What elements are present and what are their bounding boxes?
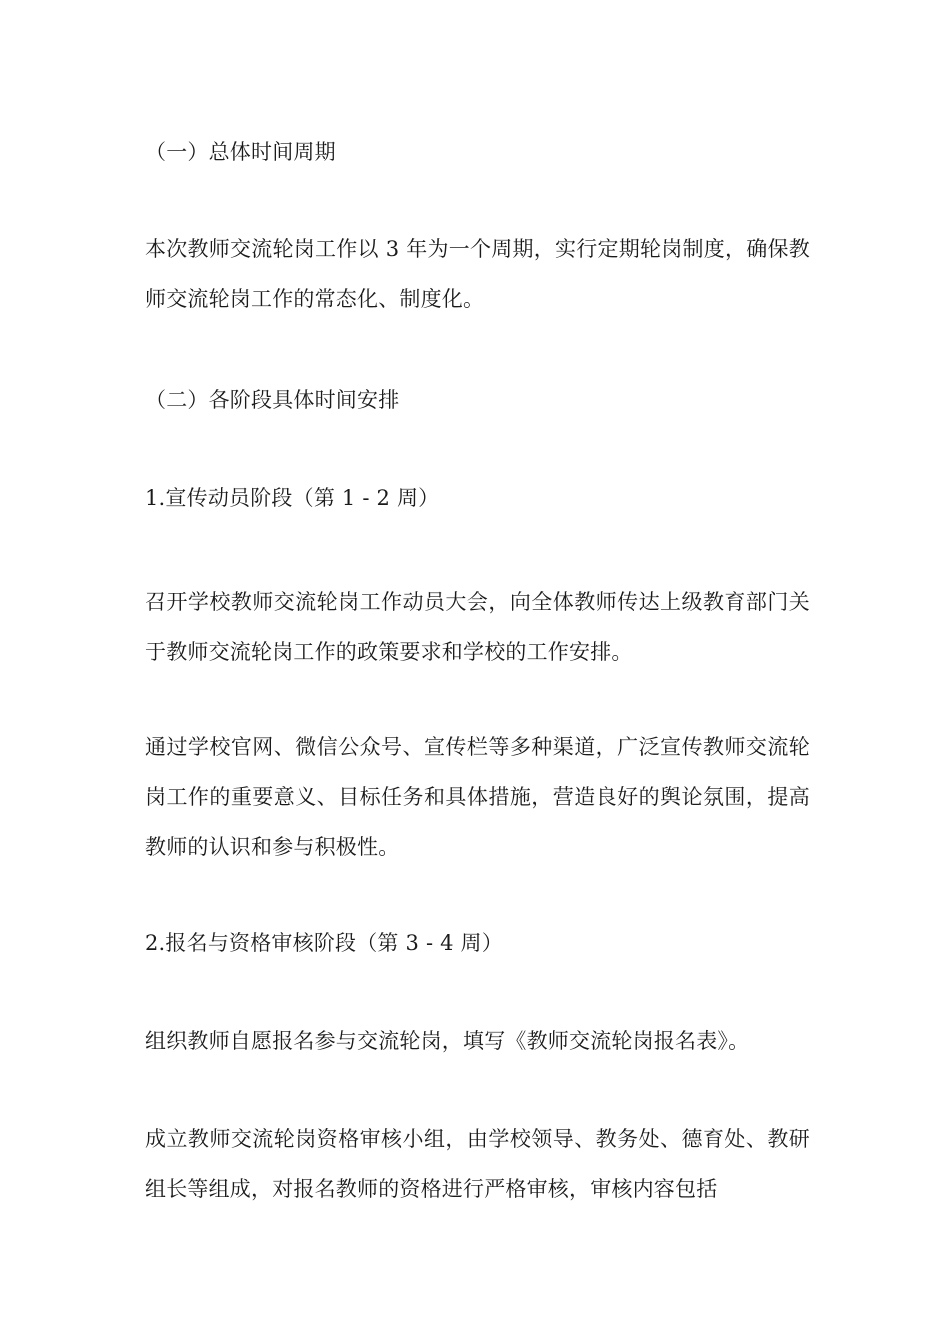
- section-heading-overall-cycle: （一）总体时间周期: [145, 140, 336, 164]
- subheading-registration-stage: 2.报名与资格审核阶段（第 3 - 4 周）: [145, 931, 503, 955]
- paragraph-publicity-channels: 通过学校官网、微信公众号、宣传栏等多种渠道，广泛宣传教师交流轮岗工作的重要意义、目标任务和具体措施，营造良好的舆论氛围，提高教师的认识和参与积极性。: [145, 735, 810, 859]
- paragraph-voluntary-registration: 组织教师自愿报名参与交流轮岗，填写《教师交流轮岗报名表》。: [145, 1029, 750, 1053]
- paragraph-cycle-description: 本次教师交流轮岗工作以 3 年为一个周期，实行定期轮岗制度，确保教师交流轮岗工作的常态化、制度化。: [145, 237, 810, 311]
- subheading-publicity-stage: 1.宣传动员阶段（第 1 - 2 周）: [145, 486, 440, 510]
- paragraph-review-team: 成立教师交流轮岗资格审核小组，由学校领导、教务处、德育处、教研组长等组成，对报名教师的资格进行严格审核，审核内容包括: [145, 1127, 810, 1201]
- section-heading-stage-schedule: （二）各阶段具体时间安排: [145, 388, 400, 412]
- paragraph-mobilization-meeting: 召开学校教师交流轮岗工作动员大会，向全体教师传达上级教育部门关于教师交流轮岗工作的政策要求和学校的工作安排。: [145, 590, 810, 664]
